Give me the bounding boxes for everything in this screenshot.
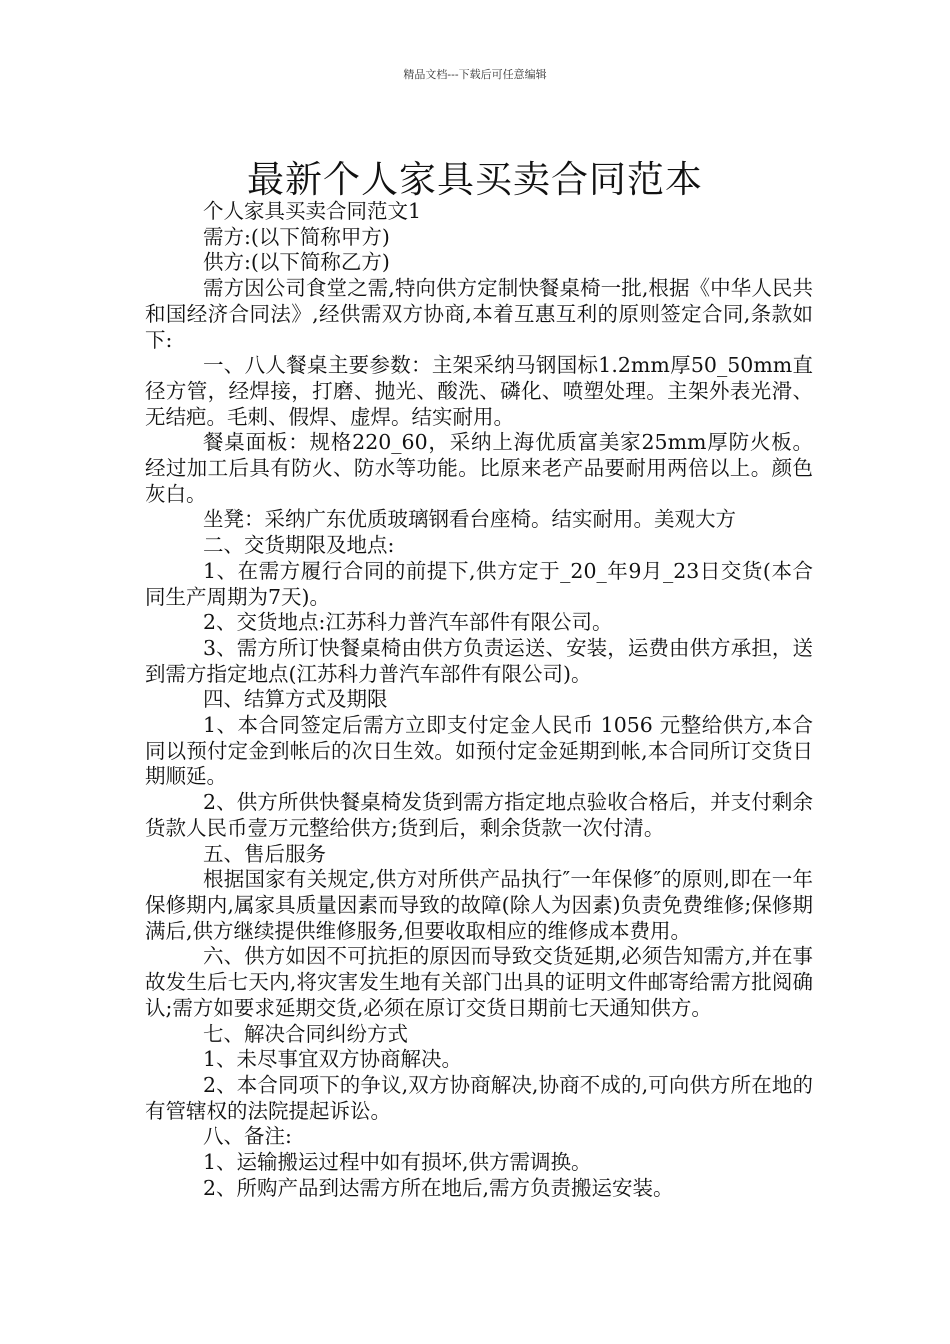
paragraph-seller: 供方:(以下简称乙方) [203, 250, 390, 275]
paragraph-force-majeure: 六、供方如因不可抗拒的原因而导致交货延期,必须告知需方,并在事故发生后七天内,将灾害发生地有关部门出具的证明文件邮寄给需方批阅确认;需方如要求延期交货,必须在原订交货日期前七天通知供方。 [145, 944, 813, 1020]
paragraph-damage: 1、运输搬运过程中如有损坏,供方需调换。 [203, 1150, 592, 1175]
paragraph-intro: 需方因公司食堂之需,特向供方定制快餐桌椅一批,根据《中华人民共和国经济合同法》,经供需双方协商,本着互惠互利的原则签定合同,条款如下: [145, 276, 813, 352]
paragraph-transport: 3、需方所订快餐桌椅由供方负责运送、安装，运费由供方承担，送到需方指定地点(江苏科力普汽车部件有限公司)。 [145, 635, 813, 686]
paragraph-deposit: 1、本合同签定后需方立即支付定金人民币 1056 元整给供方,本合同以预付定金到帐后的次日生效。如预付定金延期到帐,本合同所订交货日期顺延。 [145, 713, 813, 789]
document-body [145, 199, 813, 1201]
paragraph-stool: 坐凳：采纳广东优质玻璃钢看台座椅。结实耐用。美观大方 [203, 507, 736, 532]
paragraph-buyer: 需方:(以下简称甲方) [203, 224, 390, 249]
paragraph-litigation: 2、本合同项下的争议,双方协商解决,协商不成的,可向供方所在地的有管辖权的法院提起诉讼。 [145, 1072, 813, 1123]
page-title: 最新个人家具买卖合同范本 [247, 157, 703, 201]
paragraph-delivery-place: 2、交货地点:江苏科力普汽车部件有限公司。 [203, 610, 613, 635]
paragraph-warranty: 根据国家有关规定,供方对所供产品执行″一年保修″的原则,即在一年保修期内,属家具质量因素而导致的故障(除人为因素)负责免费维修;保修期满后,供方继续提供维修服务,但要收取相应的维修成本费用。 [145, 867, 813, 943]
header-note: 精品文档---下载后可任意编辑 [403, 68, 547, 81]
paragraph-table-specs: 一、八人餐桌主要参数：主架采纳马钢国标1.2mm厚50_50mm直径方管，经焊接，打磨、抛光、酸洗、磷化、喷塑处理。主架外表光滑、无结疤。毛刺、假焊、虚焊。结实耐用。 [145, 353, 813, 429]
section-heading-delivery: 二、交货期限及地点: [203, 533, 395, 558]
section-heading-disputes: 七、解决合同纠纷方式 [203, 1021, 408, 1046]
paragraph-contract-heading: 个人家具买卖合同范文1 [203, 199, 422, 223]
paragraph-negotiation: 1、未尽事宜双方协商解决。 [203, 1047, 463, 1072]
paragraph-balance: 2、供方所供快餐桌椅发货到需方指定地点验收合格后，并支付剩余货款人民币壹万元整给供方;货到后，剩余货款一次付清。 [145, 790, 813, 840]
paragraph-tabletop: 餐桌面板：规格220_60，采纳上海优质富美家25mm厚防火板。经过加工后具有防火、防水等功能。比原来老产品要耐用两倍以上。颜色灰白。 [145, 430, 813, 506]
paragraph-installation: 2、所购产品到达需方所在地后,需方负责搬运安装。 [203, 1175, 674, 1200]
section-heading-after-sales: 五、售后服务 [203, 841, 326, 866]
section-heading-settlement: 四、结算方式及期限 [203, 687, 388, 712]
section-heading-remarks: 八、备注: [203, 1124, 292, 1149]
paragraph-delivery-date: 1、在需方履行合同的前提下,供方定于_20_年9月_23日交货(本合同生产周期为7天)。 [145, 558, 813, 609]
